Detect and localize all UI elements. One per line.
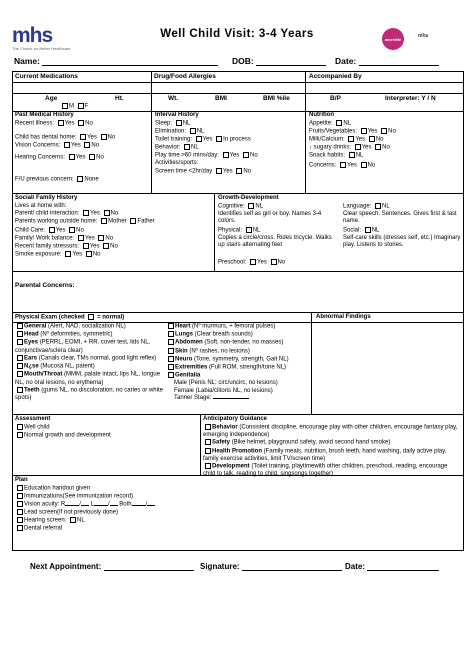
plan-education[interactable]: Education handout given (15, 485, 315, 493)
exam-extremities[interactable]: Extremities (Full ROM, strength/tone NL) (166, 364, 309, 372)
dob-label: DOB: (232, 56, 254, 66)
language-row[interactable]: Language: NL (343, 203, 390, 210)
ht-label: Ht. (115, 95, 124, 102)
exam-neuro[interactable]: Neuro (Tone, symmetry, strength, Gait NL) (166, 356, 309, 364)
milk-row[interactable]: Milk/Calcium: Yes No (309, 136, 384, 143)
exam-abdomen[interactable]: Abdomen (Soft, non-tender, no masses) (166, 339, 309, 347)
exam-heart[interactable]: Heart (Nº murmurs, + femoral pulses) (166, 323, 309, 331)
page-title: Well Child Visit: 3-4 Years (160, 28, 314, 40)
bmi-label: BMI (215, 95, 227, 102)
cognitive-row[interactable]: Cognitive: NL (218, 203, 264, 210)
plan-vision[interactable]: Vision acuity: R / L / Both / (15, 501, 315, 509)
parental-concerns-label: Parental Concerns: (15, 282, 75, 289)
exam-right-column (166, 323, 309, 403)
nutrition: Nutrition Appetite: NL Fruits/Vegetables: Yes No Milk/Calcium: Yes No ↓ sugary drinks: Yes No Snack habits: NL Concerns: Yes No (309, 112, 461, 171)
exam-eyes[interactable]: Eyes (PERRL, EOMI, + RR, cover test, lids NL, conjunctivae/sclera clear) (15, 339, 151, 354)
small-logo: mhs (418, 33, 429, 39)
bmi-pct-label: BMI %ile (263, 95, 290, 102)
past-medical-history: Past Medical History Recent illness: Yes No Child has dental home: Yes No Vision Concerns: Yes No Hearing Concerns: Yes No F/U previous concern: None (15, 112, 149, 184)
exam-ears[interactable]: Ears (Canals clear, TMs normal, good light reflex) (15, 355, 163, 363)
hearing-concerns-row[interactable]: Hearing Concerns: Yes No (15, 154, 104, 161)
appetite-row[interactable]: Appetite: NL (309, 120, 352, 127)
exam-general[interactable]: General (Alert, NAD, socialization NL) (15, 323, 163, 331)
exam-lungs[interactable]: Lungs (Clear breath sounds) (166, 331, 309, 339)
accompanied-label: Accompanied By (309, 73, 362, 80)
vision-concerns-row[interactable]: Vision Concerns: Yes No (15, 142, 100, 149)
activities-row[interactable]: Activities/sports: (155, 160, 199, 167)
snack-row[interactable]: Snack habits: NL (309, 152, 364, 159)
anticipatory-guidance: Anticipatory Guidance Behavior (Consistent discipline, encourage play with other children, encourage fantasy play, emerging independence) Safety (Bike helmet, playground safety, avoid second hand smoke) Health Promotion (Family meals, nutrition, brush teeth, hand washing, daily active play, family exercise activities, limit TV/screen time) Development (Toilet training, playtimewith other children, preschool, reading, encourage child to talk, reading to child, singsongs together) (203, 416, 461, 479)
plan-lead[interactable]: Lead screen(If not previously done) (15, 509, 315, 517)
copies-circle-text: Copies a circle/cross. Rides tricycle. Walks up stairs alternating feet (218, 234, 332, 249)
plan: Plan Education handout given Immunizations(See immunization record) Vision acuity: R / L / Both / Lead screen(If not previously done) Hearing screen: NL Dental referral (15, 477, 315, 534)
identifies-text: Identifies self as girl or boy. Names 3-4 colors. (218, 210, 322, 225)
wt-label: Wt. (168, 95, 179, 102)
sugary-row[interactable]: ↓ sugary drinks: Yes No (309, 144, 390, 151)
social-family-history: Social/ Family History Lives at home with: Parent/ child interaction: Yes No Parents working outside home: Mother Father Child Care: Yes No Family/ Work balance: Yes No Recent family stressors: Yes No Smoke exposure: Yes No (15, 195, 211, 259)
dob-field[interactable] (232, 56, 326, 66)
growth-development: Growth-Development Cognitive: NL Language: NL Identifies self as girl or boy. Names 3-4 colors. Clear speech. Sentences. Gives first & last name. Physical: NL Social: NL Copies a circle/cross. Rides tricycle. Walks up stairs alternating feet Self-care skills (dresses self, etc.) Imaginary play. Listens to stories. Preschool: Yes No (218, 195, 461, 266)
plan-immunizations[interactable]: Immunizations(See immunization record) (15, 493, 315, 501)
interval-history: Interval History Sleep: NL Elimination: NL Toilet training: Yes In process Behavior: NL Play time >60 mins/day: Yes No Activities/sports: Screen time <2hr/day Yes No (155, 112, 303, 176)
exam-head[interactable]: Head (Nº deformities, symmetric) (15, 331, 163, 339)
partner-logo: amerilife (382, 28, 404, 50)
current-meds-label: Current Medications (15, 73, 78, 80)
clear-speech-text: Clear speech. Sentences. Gives first & last name. (343, 210, 457, 225)
lives-home-row[interactable]: Lives at home with: (15, 202, 67, 209)
logo-tagline: The Choice for Better Healthcare (12, 46, 71, 51)
plan-hearing[interactable]: Hearing screen: NL (15, 517, 315, 525)
physical-row[interactable]: Physical: NL (218, 227, 261, 234)
name-field[interactable] (14, 56, 218, 66)
toilet-training-row[interactable]: Toilet training: Yes In process (155, 136, 251, 143)
assessment-well-child[interactable]: Well child (15, 424, 197, 432)
exam-teeth[interactable]: Teeth (gums NL, no discoloration, no caries or white spots) (15, 387, 163, 402)
signature-field[interactable]: Signature: (200, 561, 342, 571)
guidance-development[interactable]: Development (Toilet training, playtimewith other children, preschool, reading, encourage child to talk, reading to child, singsongs together) (203, 463, 448, 478)
assessment: Assessment Well child Normal growth and development (15, 416, 197, 440)
guidance-behavior[interactable]: Behavior (Consistent discipline, encourage play with other children, encourage fantasy play, emerging independence) (203, 424, 458, 438)
fu-previous-row[interactable]: F/U previous concern: None (15, 176, 99, 183)
preschool-row[interactable]: Preschool: Yes No (218, 259, 286, 266)
exam-mouth[interactable]: Mouth/Throat (MMM, palate intact, lips NL, tongue NL, no oral lesions, no erythema) (15, 372, 161, 386)
parent-child-row[interactable]: Parent/ child interaction: Yes No (15, 210, 119, 217)
social-row[interactable]: Social: NL (343, 227, 380, 234)
next-appointment-field[interactable]: Next Appointment: (30, 561, 194, 571)
exam-male[interactable]: Male (Penis NL: circ/uncirc, no lesions) (174, 380, 278, 387)
concerns-row[interactable]: Concerns: Yes No (309, 163, 376, 170)
abnormal-findings-title: Abnormal Findings (316, 314, 371, 320)
interpreter-label: Interpreter: Y / N (385, 95, 436, 102)
exam-female[interactable]: Female (Labia/clitoris NL, no lesions) (174, 387, 273, 394)
self-care-text: Self-care skills (dresses self, etc.) Imaginary play. Listens to stories. (343, 234, 461, 249)
footer-date-field[interactable]: Date: (345, 561, 439, 571)
play-time-row[interactable]: Play time >60 mins/day: Yes No (155, 152, 258, 159)
assessment-normal-growth[interactable]: Normal growth and development (15, 432, 197, 440)
logo-text: mhs (12, 24, 53, 47)
screen-time-row[interactable]: Screen time <2hr/day Yes No (155, 168, 252, 175)
exam-skin[interactable]: Skin (Nº rashes, no lesions) (166, 348, 309, 356)
recent-illness-row[interactable]: Recent illness: Yes No (15, 120, 93, 127)
dental-home-row[interactable]: Child has dental home: Yes No (15, 134, 116, 141)
guidance-health[interactable]: Health Promotion (Family meals, nutrition, brush teeth, hand washing, daily active play, family exercise activities, limit TV/screen time) (203, 448, 447, 462)
allergies-label: Drug/Food Allergies (154, 73, 216, 80)
date-label: Date: (335, 56, 357, 66)
exam-left-column (15, 323, 163, 403)
date-field[interactable] (335, 56, 439, 66)
parents-working-row[interactable]: Parents working outside home: Mother Father (15, 218, 155, 225)
age-label: Age (45, 95, 58, 102)
exam-tanner[interactable]: Tanner Stage: (166, 395, 309, 403)
bp-label: B/P (330, 95, 341, 102)
smoke-row[interactable]: Smoke exposure: Yes No (15, 251, 101, 258)
elimination-row[interactable]: Elimination: NL (155, 128, 205, 135)
guidance-safety[interactable]: Safety (Bike helmet, playground safety, avoid second hand smoke) (203, 439, 461, 447)
male-checkbox[interactable] (62, 103, 68, 109)
plan-dental[interactable]: Dental referral (15, 525, 315, 533)
child-care-row[interactable]: Child Care: Yes No (15, 227, 84, 234)
name-label: Name: (14, 56, 40, 66)
fruits-row[interactable]: Fruits/Vegetables: Yes No (309, 128, 396, 135)
physical-exam-title: Physical Exam (checked = normal) (15, 314, 125, 321)
sex-options[interactable]: M F (60, 103, 88, 111)
exam-genitalia[interactable]: Genitalia (166, 372, 309, 380)
family-work-row[interactable]: Family/ Work balance: Yes No (15, 235, 114, 242)
stressors-row[interactable]: Recent family stressors: Yes No (15, 243, 118, 250)
exam-nose[interactable]: N¿se (Mucosa NL, patent) (15, 363, 163, 371)
behavior-row[interactable]: Behavior: NL (155, 144, 199, 151)
female-checkbox[interactable] (78, 103, 84, 109)
sleep-row[interactable]: Sleep: NL (155, 120, 191, 127)
